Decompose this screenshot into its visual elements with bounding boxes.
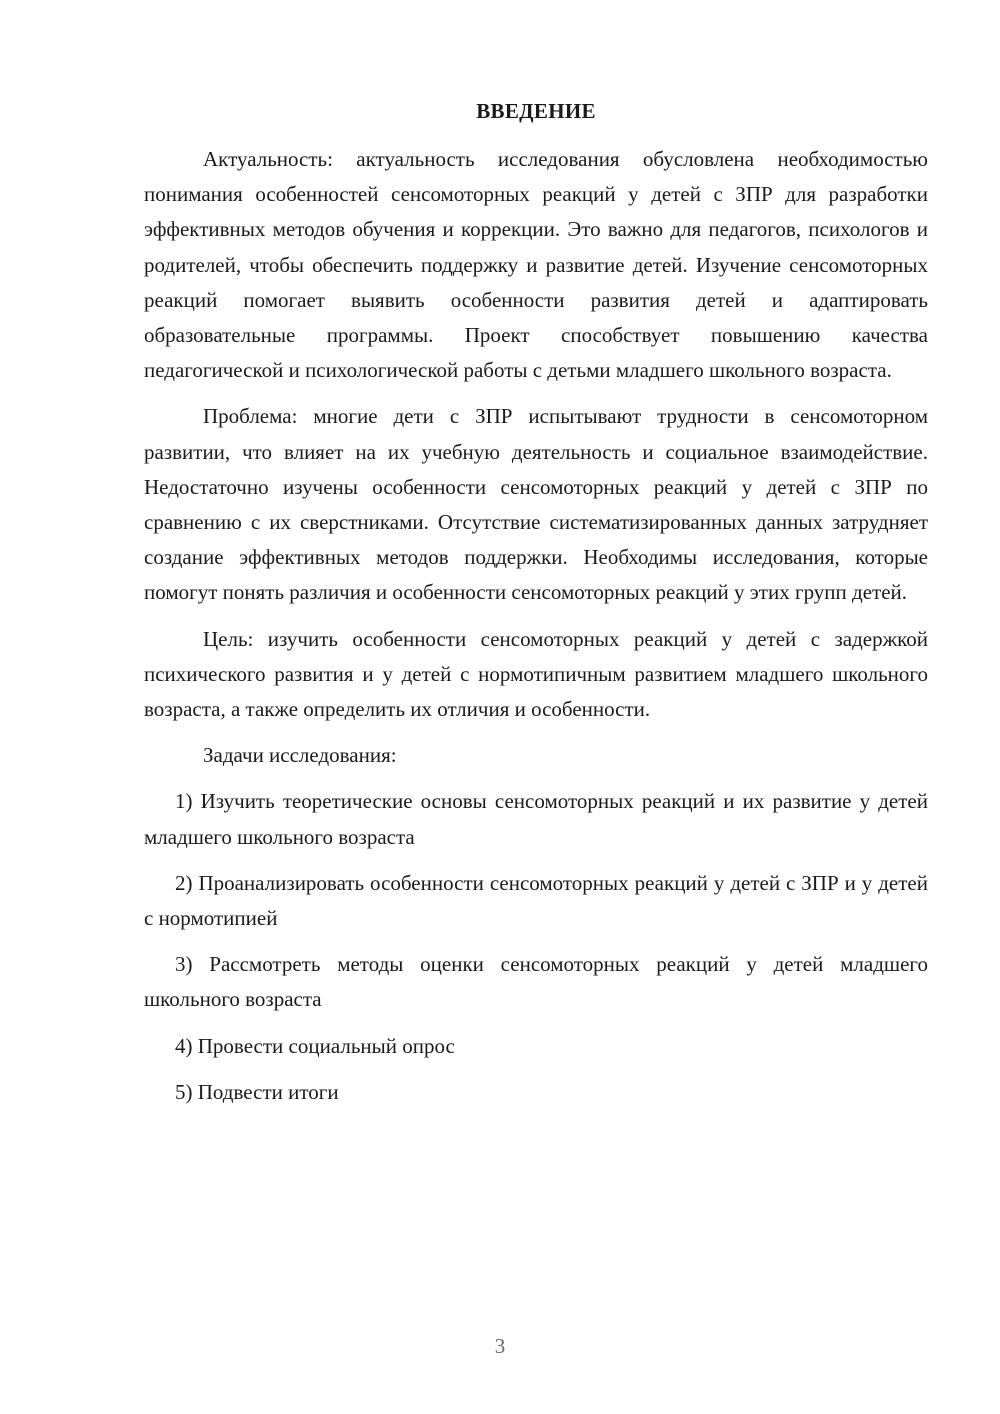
document-page xyxy=(144,96,928,1121)
relevance-paragraph: Актуальность: актуальность исследования обусловлена необходимостью понимания особенностей сенсомоторных реакций у детей с ЗПР для разработки эффективных методов обучения и коррекции. Это важно для педагогов, психологов и родителей, чтобы обеспечить поддержку и развитие детей. Изучение сенсомоторных реакций помогает выявить особенности развития детей и адаптировать образовательные программы. Проект способствует повышению качества педагогической и психологической работы с детьми младшего школьного возраста. xyxy=(144,147,928,383)
section-title: ВВЕДЕНИЕ xyxy=(476,99,596,123)
list-item: 3) Рассмотреть методы оценки сенсомоторных реакций у детей младшего школьного возраста xyxy=(144,952,928,1012)
tasks-list xyxy=(144,784,928,1110)
page-number: 3 xyxy=(494,1334,506,1358)
list-item: 5) Подвести итоги xyxy=(175,1079,339,1104)
list-item: 1) Изучить теоретические основы сенсомоторных реакций и их развитие у детей младшего школьного возраста xyxy=(144,789,928,849)
problem-paragraph: Проблема: многие дети с ЗПР испытывают трудности в сенсомоторном развитии, что влияет на их учебную деятельность и социальное взаимодействие. Недостаточно изучены особенности сенсомоторных реакций у детей с ЗПР по сравнению с их сверстниками. Отсутствие систематизированных данных затрудняет создание эффективных методов поддержки. Необходимы исследования, которые помогут понять различия и особенности сенсомоторных реакций у этих групп детей. xyxy=(144,404,928,605)
list-item: 4) Провести социальный опрос xyxy=(175,1033,455,1058)
list-item: 2) Проанализировать особенности сенсомоторных реакций у детей с ЗПР и у детей с нормотипией xyxy=(144,870,928,931)
tasks-heading: Задачи исследования: xyxy=(203,743,397,768)
goal-paragraph: Цель: изучить особенности сенсомоторных реакций у детей с задержкой психического развития и у детей с нормотипичным развитием младшего школьного возраста, а также определить их отличия и особенности. xyxy=(144,626,928,722)
